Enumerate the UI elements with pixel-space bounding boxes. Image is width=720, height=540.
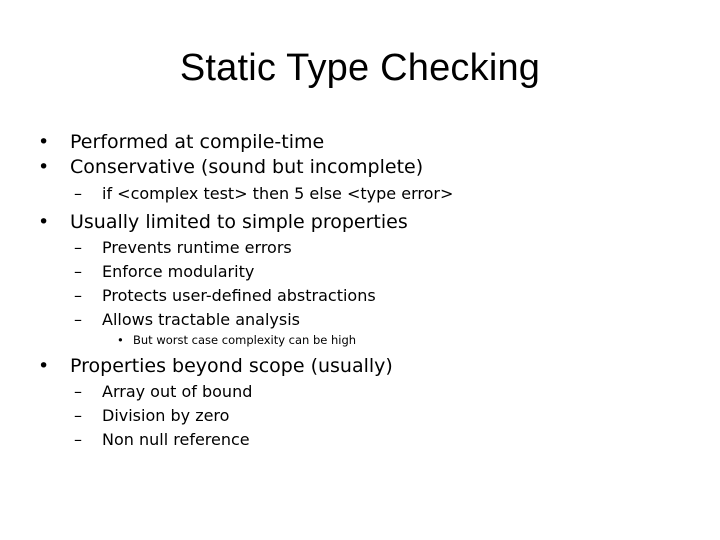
sub-bullet-marker: – [74,262,82,281]
sub-bullet-text: Division by zero [102,406,230,425]
sub-bullet-marker: – [74,184,82,203]
bullet-text: Performed at compile-time [70,131,325,153]
bullet-marker: • [38,131,50,153]
bullet-marker: • [38,355,50,377]
sub-bullet-text: if <complex test> then 5 else <type error> [102,184,454,203]
sub-bullet-text: Prevents runtime errors [102,238,292,257]
sub-bullet-marker: – [74,238,82,257]
bullet-text: Properties beyond scope (usually) [70,355,393,377]
sub-bullet-text: Enforce modularity [102,262,255,281]
sub-sub-bullet-text: But worst case complexity can be high [133,333,357,347]
bullet-marker: • [38,156,50,178]
bullet-text: Conservative (sound but incomplete) [70,156,424,178]
bullet-text: Usually limited to simple properties [70,211,408,233]
slide-title: Static Type Checking [179,47,541,89]
sub-bullet-text: Protects user-defined abstractions [102,286,376,305]
sub-bullet-text: Allows tractable analysis [102,310,300,329]
sub-sub-bullet-marker: • [117,333,124,347]
sub-bullet-marker: – [74,382,82,401]
sub-bullet-marker: – [74,310,82,329]
sub-bullet-text: Array out of bound [102,382,253,401]
sub-bullet-marker: – [74,406,82,425]
sub-bullet-marker: – [74,286,82,305]
bullet-marker: • [38,211,50,233]
sub-bullet-marker: – [74,430,82,449]
sub-bullet-text: Non null reference [102,430,250,449]
